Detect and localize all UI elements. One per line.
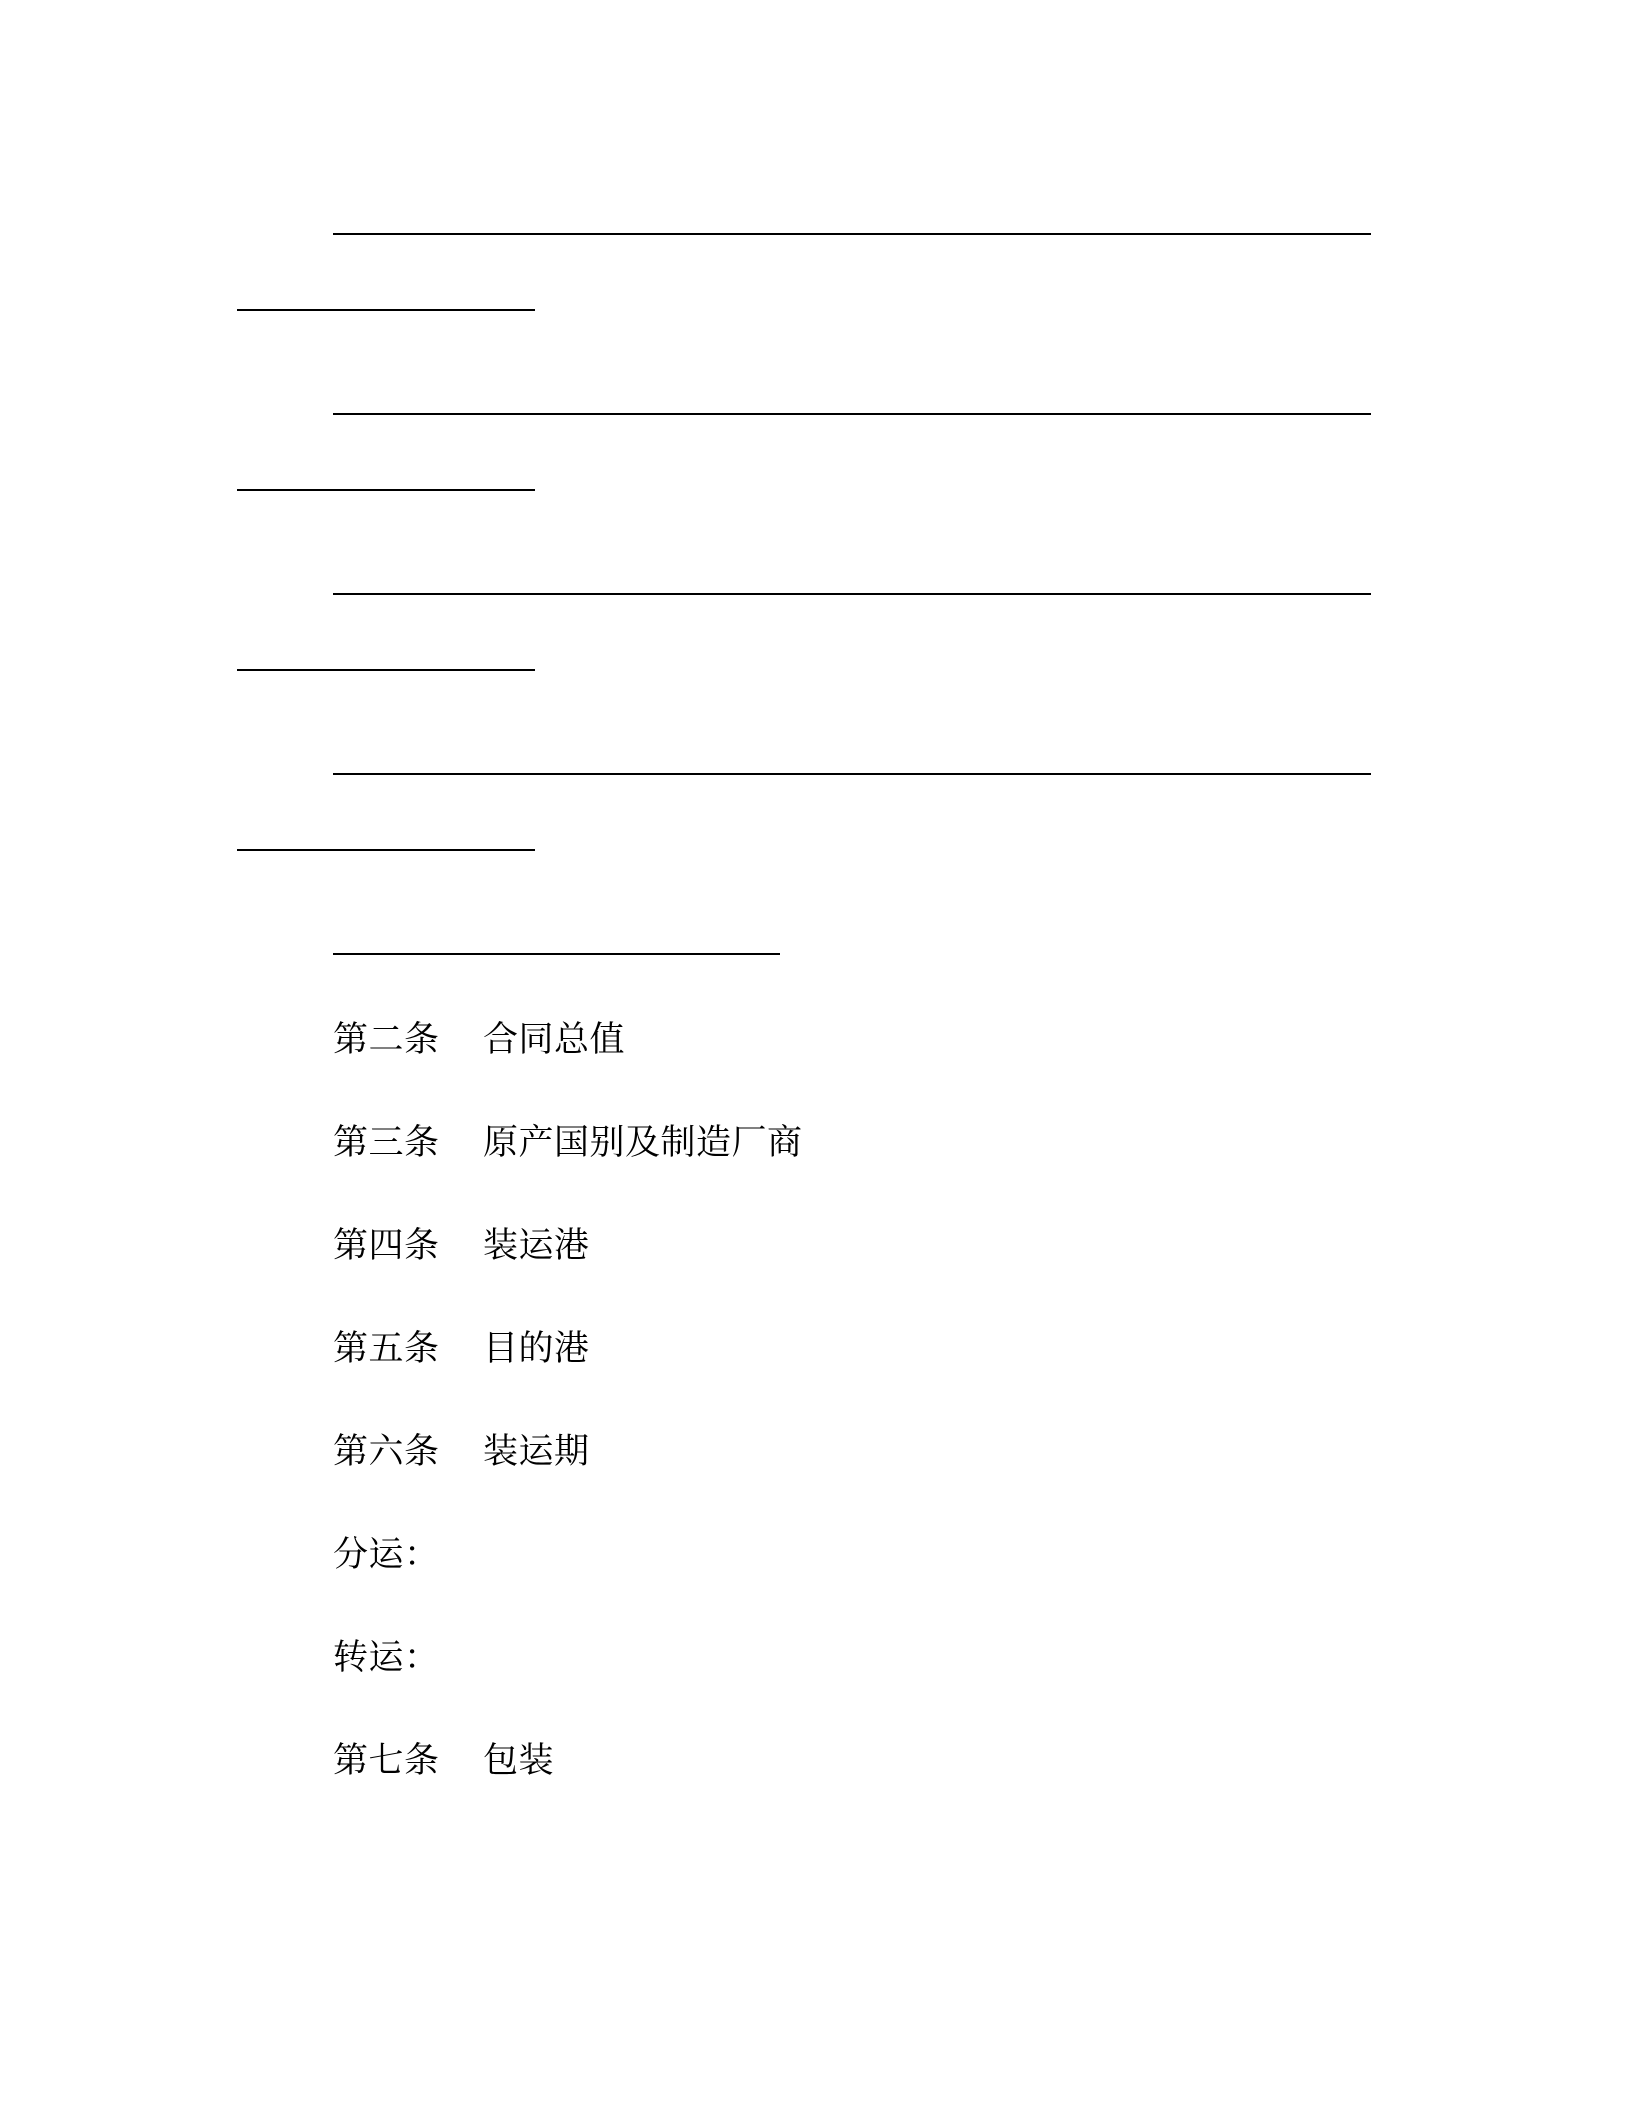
blank-line[interactable] bbox=[237, 489, 535, 491]
clause-title: 目的港 bbox=[483, 1329, 590, 1369]
clause-title: 包装 bbox=[483, 1741, 555, 1781]
clause-port-of-loading bbox=[333, 1224, 590, 1268]
blank-line[interactable] bbox=[237, 849, 535, 851]
clause-title: 装运港 bbox=[483, 1226, 590, 1266]
blank-line[interactable] bbox=[333, 953, 780, 955]
clause-title: 装运期 bbox=[483, 1432, 590, 1472]
clause-number: 第二条 bbox=[333, 1020, 440, 1060]
blank-line[interactable] bbox=[237, 309, 535, 311]
clause-origin-manufacturer bbox=[333, 1121, 803, 1165]
transshipment-label: 转运： bbox=[333, 1638, 440, 1678]
clause-total-value bbox=[333, 1018, 625, 1062]
clause-number: 第三条 bbox=[333, 1123, 440, 1163]
clause-packaging bbox=[333, 1739, 554, 1783]
blank-line[interactable] bbox=[333, 233, 1371, 235]
clause-number: 第六条 bbox=[333, 1432, 440, 1472]
clause-number: 第七条 bbox=[333, 1741, 440, 1781]
clause-number: 第四条 bbox=[333, 1226, 440, 1266]
blank-line[interactable] bbox=[333, 413, 1371, 415]
clause-port-of-destination bbox=[333, 1327, 590, 1371]
blank-line[interactable] bbox=[333, 773, 1371, 775]
partial-shipment-label: 分运： bbox=[333, 1535, 440, 1575]
blank-line[interactable] bbox=[237, 669, 535, 671]
clause-number: 第五条 bbox=[333, 1329, 440, 1369]
clause-title: 合同总值 bbox=[483, 1020, 626, 1060]
clause-shipment-period bbox=[333, 1430, 590, 1474]
blank-line[interactable] bbox=[333, 593, 1371, 595]
clause-title: 原产国别及制造厂商 bbox=[483, 1123, 803, 1163]
